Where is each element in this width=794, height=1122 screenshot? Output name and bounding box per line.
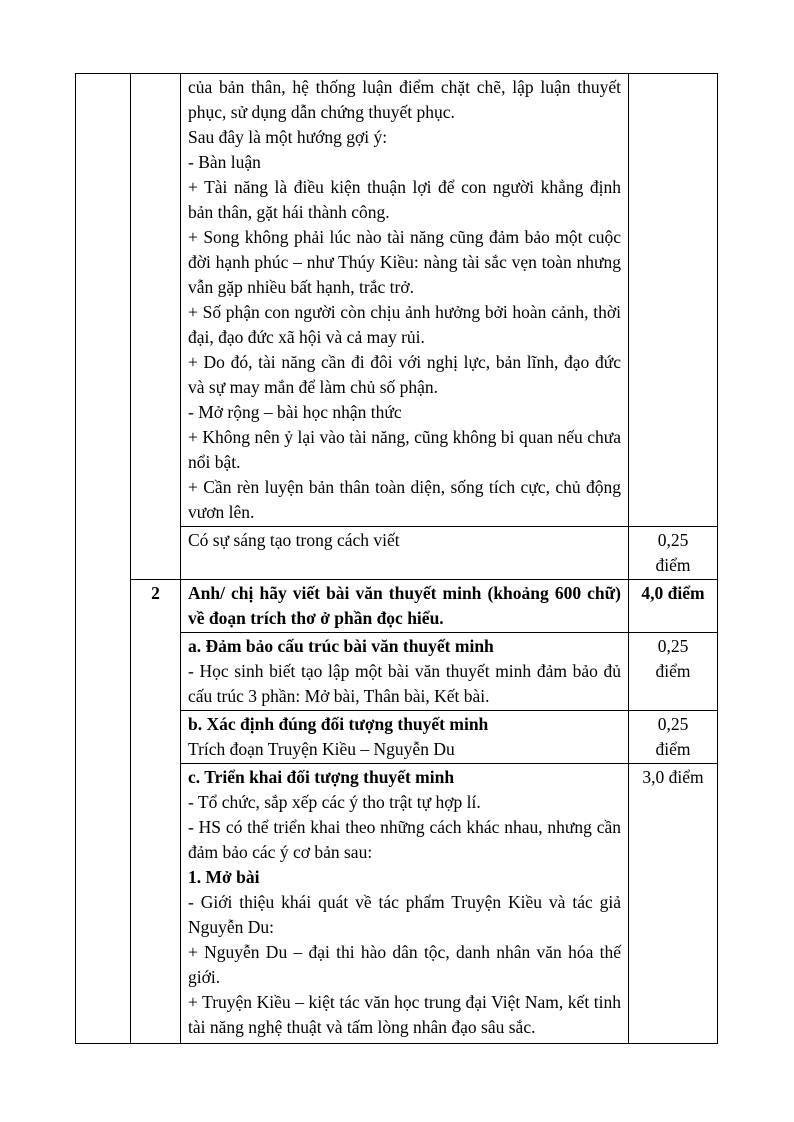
paragraph: b. Xác định đúng đối tượng thuyết minh <box>188 714 489 734</box>
paragraph: + Không nên ỷ lại vào tài năng, cũng không bi quan nếu chưa nổi bật. <box>188 427 621 472</box>
table-row-question1-continuation <box>76 74 718 527</box>
question-number-cell: 2 <box>131 580 181 1044</box>
paragraph: c. Triển khai đối tượng thuyết minh <box>188 767 455 787</box>
content-cell-creativity <box>181 527 629 580</box>
points-cell-question2 <box>629 580 718 633</box>
paragraph: + Cần rèn luyện bản thân toàn diện, sống tích cực, chủ động vươn lên. <box>188 477 621 522</box>
points-cell-criterion-b <box>629 711 718 764</box>
content-cell-criterion-a <box>181 633 629 711</box>
content-cell-criterion-b <box>181 711 629 764</box>
points-cell-question1-continuation <box>629 74 718 527</box>
paragraph: 0,25 <box>657 636 689 656</box>
paragraph: + Tài năng là điều kiện thuận lợi để con người khẳng định bản thân, gặt hái thành công. <box>188 177 621 222</box>
paragraph: - Bàn luận <box>188 152 261 172</box>
content-cell-question1-continuation <box>181 74 629 527</box>
paragraph: của bản thân, hệ thống luận điểm chặt chẽ, lập luận thuyết phục, sử dụng dẫn chứng thuyết phục. <box>188 77 621 122</box>
points-cell-creativity <box>629 527 718 580</box>
paragraph: - HS có thể triển khai theo những cách khác nhau, nhưng cần đảm bảo các ý cơ bản sau: <box>188 817 621 862</box>
paragraph: điểm <box>655 739 691 759</box>
table-row-question2-title <box>76 580 718 633</box>
paragraph: Sau đây là một hướng gợi ý: <box>188 127 388 147</box>
question-title: Anh/ chị hãy viết bài văn thuyết minh (khoảng 600 chữ) về đoạn trích thơ ở phần đọc hiểu. <box>188 583 621 628</box>
paragraph: + Do đó, tài năng cần đi đôi với nghị lực, bản lĩnh, đạo đức và sự may mắn để làm chủ số phận. <box>188 352 621 397</box>
content-cell-criterion-c <box>181 764 629 1044</box>
content-cell-question2-title <box>181 580 629 633</box>
outer-margin-cell <box>76 74 131 1044</box>
question-number-cell-empty <box>131 74 181 580</box>
paragraph: - Giới thiệu khái quát về tác phẩm Truyện Kiều và tác giả Nguyễn Du: <box>188 892 621 937</box>
paragraph: a. Đảm bảo cấu trúc bài văn thuyết minh <box>188 636 494 656</box>
paragraph: + Số phận con người còn chịu ảnh hưởng bởi hoàn cảnh, thời đại, đạo đức xã hội và cả may rủi. <box>188 302 621 347</box>
paragraph: + Truyện Kiều – kiệt tác văn học trung đại Việt Nam, kết tinh tài năng nghệ thuật và tấm lòng nhân đạo sâu sắc. <box>188 992 621 1037</box>
paragraph: + Nguyễn Du – đại thi hào dân tộc, danh nhân văn hóa thế giới. <box>188 942 621 987</box>
paragraph: + Song không phải lúc nào tài năng cũng đảm bảo một cuộc đời hạnh phúc – như Thúy Kiều: nàng tài sắc vẹn toàn nhưng vẫn gặp nhiều bất hạnh, trắc trở. <box>188 227 621 297</box>
paragraph: 4,0 điểm <box>641 583 705 603</box>
paragraph: - Tổ chức, sắp xếp các ý tho trật tự hợp lí. <box>188 792 481 812</box>
points-cell-criterion-c <box>629 764 718 1044</box>
grading-rubric-table <box>75 73 718 1044</box>
paragraph: 1. Mở bài <box>188 867 260 887</box>
paragraph: - Mở rộng – bài học nhận thức <box>188 402 402 422</box>
paragraph: - Học sinh biết tạo lập một bài văn thuyết minh đảm bảo đủ cấu trúc 3 phần: Mở bài, Thân bài, Kết bài. <box>188 661 621 706</box>
paragraph: điểm <box>655 555 691 575</box>
paragraph: 0,25 <box>657 530 689 550</box>
paragraph: 0,25 <box>657 714 689 734</box>
paragraph: Có sự sáng tạo trong cách viết <box>188 530 400 550</box>
paragraph: Trích đoạn Truyện Kiều – Nguyễn Du <box>188 739 455 759</box>
paragraph: điểm <box>655 661 691 681</box>
paragraph: 3,0 điểm <box>642 767 704 787</box>
points-cell-criterion-a <box>629 633 718 711</box>
